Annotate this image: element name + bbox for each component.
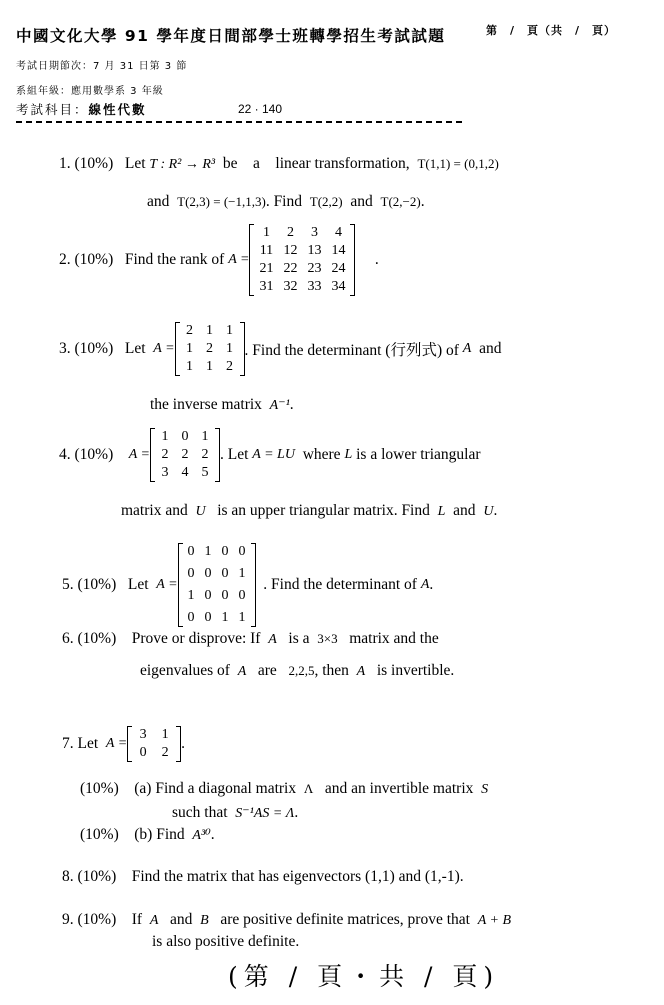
matrix-cell: 0 — [204, 610, 212, 625]
q1-text: Let — [124, 155, 146, 172]
q6-text: eigenvalues of — [140, 662, 230, 679]
q7a-var: Λ — [303, 781, 314, 796]
q2-text: Find the rank of — [124, 251, 225, 268]
matrix-cell: 3 — [139, 727, 147, 742]
q9-text: are positive definite matrices, prove that — [220, 911, 470, 928]
matrix — [127, 726, 181, 762]
q9-var: A — [149, 913, 159, 928]
matrix-cell: 33 — [307, 279, 322, 294]
matrix-cell: 0 — [238, 588, 246, 603]
part-label: (b) — [134, 826, 153, 843]
question-1-line-1 — [59, 155, 499, 173]
q7a-period: . — [294, 804, 299, 821]
matrix-cell: 2 — [201, 447, 209, 462]
question-6-line-2 — [140, 662, 454, 680]
matrix-cell: 1 — [206, 359, 214, 374]
question-5 — [62, 543, 433, 627]
q1-expr: T(1,1) = (0,1,2) — [417, 156, 499, 171]
q9-text: and — [170, 911, 193, 928]
q9-expr: A + B — [477, 913, 512, 928]
question-number: 2. — [59, 251, 71, 268]
question-4-line-1 — [59, 428, 481, 482]
q1-expr: T(2,3) = (−1,1,3) — [177, 194, 266, 209]
q6-dim: 3×3 — [317, 631, 338, 646]
q1-expr: T(2,2) — [309, 194, 343, 209]
question-number: 3. — [59, 340, 71, 357]
q9-text: is also positive definite. — [152, 933, 300, 950]
q6-var: A — [237, 664, 247, 679]
exam-title: 中國文化大學 91 學年度日間部學士班轉學招生考試試題 — [16, 27, 446, 45]
q5-text: . Find the determinant of — [263, 576, 417, 593]
q7a-text: and an invertible matrix — [324, 780, 474, 797]
q1-expr: T(2,−2) — [380, 194, 421, 209]
matrix-cell: 11 — [259, 243, 274, 258]
header-divider — [16, 121, 462, 123]
question-weight: (10%) — [74, 446, 114, 463]
question-weight: (10%) — [80, 780, 119, 797]
matrix-cell: 0 — [187, 610, 195, 625]
matrix-cell: 34 — [331, 279, 346, 294]
matrix-cell: 4 — [181, 465, 189, 480]
q1-text: linear transformation, — [275, 155, 410, 172]
matrix-cell: 1 — [206, 323, 214, 338]
q3-var: A⁻¹ — [269, 398, 290, 413]
matrix-cell: 3 — [310, 225, 318, 240]
q9-text: If — [131, 911, 143, 928]
q7b-expr: A³⁰ — [192, 828, 211, 843]
question-number: 9. — [62, 911, 74, 928]
matrix-cell: 14 — [331, 243, 346, 258]
matrix-cell: 1 — [238, 566, 246, 581]
subject-line — [16, 100, 147, 118]
matrix-cell: 0 — [221, 588, 229, 603]
question-weight: (10%) — [80, 826, 119, 843]
q4-var: U — [195, 504, 206, 519]
question-1-line-2 — [147, 193, 425, 211]
q4-text: is a lower triangular — [356, 446, 481, 463]
q8-text: Find the matrix that has eigenvectors (1,1) and (1,-1). — [131, 868, 464, 885]
q4-text: . Let — [220, 446, 249, 463]
matrix-cell: 2 — [161, 745, 169, 760]
question-3-line-1 — [59, 322, 501, 376]
matrix-cell: 4 — [334, 225, 342, 240]
question-number: 6. — [62, 630, 74, 647]
question-number: 4. — [59, 446, 71, 463]
question-weight: (10%) — [74, 251, 114, 268]
q4-text: matrix and — [121, 502, 188, 519]
q1-map: T : R² → R³ — [149, 157, 216, 172]
question-number: 5. — [62, 576, 74, 593]
matrix-cell: 24 — [331, 261, 346, 276]
matrix-cell: 1 — [186, 341, 194, 356]
matrix-cell: 13 — [307, 243, 322, 258]
matrix-cell: 2 — [186, 323, 194, 338]
q7a-text: Find a diagonal matrix — [155, 780, 297, 797]
matrix-cell: 22 — [283, 261, 298, 276]
question-6-line-1 — [62, 630, 439, 648]
q1-text: a — [253, 155, 260, 172]
question-number: 8. — [62, 868, 74, 885]
q7-period: . — [181, 735, 186, 752]
q6-var: A — [356, 664, 366, 679]
subject-code: 22 · 140 — [238, 102, 283, 116]
matrix-cell: 1 — [221, 610, 229, 625]
subject-label: 考試科目： — [16, 102, 89, 117]
q7a-eq: S⁻¹AS = Λ — [235, 806, 295, 821]
matrix-cell: 2 — [161, 447, 169, 462]
department-line: 系組年級：應用數學系 3 年級 — [16, 86, 164, 97]
q7-var: A = — [105, 736, 128, 751]
matrix-cell: 0 — [221, 566, 229, 581]
matrix-cell: 1 — [238, 610, 246, 625]
q1-text: . Find — [265, 193, 302, 210]
question-8 — [62, 868, 464, 886]
q5-var: A = — [156, 577, 178, 592]
q6-text: is a — [288, 630, 310, 647]
exam-date-line: 考試日期節次：7 月 31 日第 3 節 — [16, 61, 188, 72]
q1-text: and — [350, 193, 373, 210]
matrix-cell: 0 — [204, 566, 212, 581]
q7a-var: S — [481, 782, 489, 797]
question-9-line-1 — [62, 911, 511, 929]
matrix-cell: 0 — [187, 566, 195, 581]
matrix-cell: 2 — [286, 225, 294, 240]
question-weight: (10%) — [74, 155, 114, 172]
question-7-stem — [62, 726, 185, 762]
matrix-cell: 21 — [259, 261, 274, 276]
matrix-cell: 31 — [259, 279, 274, 294]
q6-text: is invertible. — [376, 662, 455, 679]
matrix-cell: 0 — [187, 544, 195, 559]
matrix-cell: 0 — [238, 544, 246, 559]
q7-text: Let — [77, 735, 99, 752]
q9-var: B — [200, 913, 209, 928]
q3-var: A = — [153, 341, 175, 356]
q3-text: and — [479, 340, 502, 357]
q7a-text: such that — [172, 804, 228, 821]
matrix-cell: 0 — [204, 588, 212, 603]
q4-var: U — [483, 504, 494, 519]
question-weight: (10%) — [77, 868, 117, 885]
matrix-cell: 1 — [201, 429, 209, 444]
matrix-cell: 12 — [283, 243, 298, 258]
q1-text: and — [147, 193, 170, 210]
question-7a-line-2 — [172, 804, 298, 822]
question-weight: (10%) — [77, 576, 117, 593]
question-weight: (10%) — [77, 630, 117, 647]
matrix-cell: 23 — [307, 261, 322, 276]
q4-var: A = — [128, 447, 150, 462]
q3-text: . Find the determinant (行列式) of — [244, 342, 459, 359]
matrix-cell: 5 — [201, 465, 209, 480]
q4-text: and — [453, 502, 476, 519]
q3-var: A — [462, 341, 472, 356]
matrix-cell: 2 — [181, 447, 189, 462]
matrix-cell: 0 — [139, 745, 147, 760]
matrix-cell: 1 — [161, 727, 169, 742]
matrix — [175, 322, 245, 376]
q3-text: the inverse matrix — [150, 396, 262, 413]
q6-text: matrix and the — [349, 630, 439, 647]
q6-var: A — [268, 632, 277, 647]
matrix — [249, 224, 355, 296]
matrix — [150, 428, 220, 482]
q7b-text: Find — [156, 826, 185, 843]
q1-text: be — [222, 155, 238, 172]
q4-text: where — [302, 446, 341, 463]
question-weight: (10%) — [77, 911, 117, 928]
question-9-line-2 — [152, 933, 299, 951]
q6-text: are — [257, 662, 277, 679]
q4-var: L — [344, 447, 353, 462]
question-7a-line-1 — [80, 780, 488, 798]
question-number: 7. — [62, 735, 74, 752]
q6-values: 2,2,5 — [288, 663, 315, 678]
question-2 — [59, 224, 379, 296]
q5-text: Let — [127, 576, 149, 593]
question-weight: (10%) — [74, 340, 114, 357]
matrix-cell: 0 — [181, 429, 189, 444]
q2-period: . — [374, 251, 379, 268]
matrix-cell: 1 — [187, 588, 195, 603]
q7b-period: . — [210, 826, 215, 843]
matrix — [178, 543, 256, 627]
question-7b — [80, 826, 215, 844]
matrix-cell: 2 — [206, 341, 214, 356]
q4-text: is an upper triangular matrix. Find — [217, 502, 430, 519]
q6-text: , then — [314, 662, 349, 679]
q1-text: . — [420, 193, 425, 210]
matrix-cell: 1 — [161, 429, 169, 444]
question-4-line-2 — [121, 502, 497, 520]
matrix-cell: 32 — [283, 279, 298, 294]
q6-text: Prove or disprove: If — [131, 630, 261, 647]
question-number: 1. — [59, 155, 71, 172]
matrix-cell: 1 — [186, 359, 194, 374]
matrix-cell: 0 — [221, 544, 229, 559]
matrix-cell: 1 — [226, 341, 234, 356]
matrix-cell: 2 — [226, 359, 234, 374]
q3-period: . — [289, 396, 294, 413]
header-page-indicator: 第 / 頁（共 / 頁） — [486, 24, 617, 37]
q2-var: A = — [228, 252, 250, 267]
matrix-cell: 1 — [204, 544, 212, 559]
matrix-cell: 1 — [262, 225, 270, 240]
q4-var: L — [437, 504, 446, 519]
subject-name: 線性代數 — [88, 102, 147, 117]
q4-period: . — [493, 502, 498, 519]
footer-page-indicator: (第 / 頁・共 / 頁) — [228, 962, 500, 991]
q3-text: Let — [124, 340, 146, 357]
q5-var: A — [420, 577, 430, 592]
q5-period: . — [429, 576, 434, 593]
question-3-line-2 — [150, 396, 294, 414]
part-label: (a) — [134, 780, 152, 797]
q4-eq: A = LU — [252, 447, 295, 462]
matrix-cell: 1 — [226, 323, 234, 338]
matrix-cell: 3 — [161, 465, 169, 480]
